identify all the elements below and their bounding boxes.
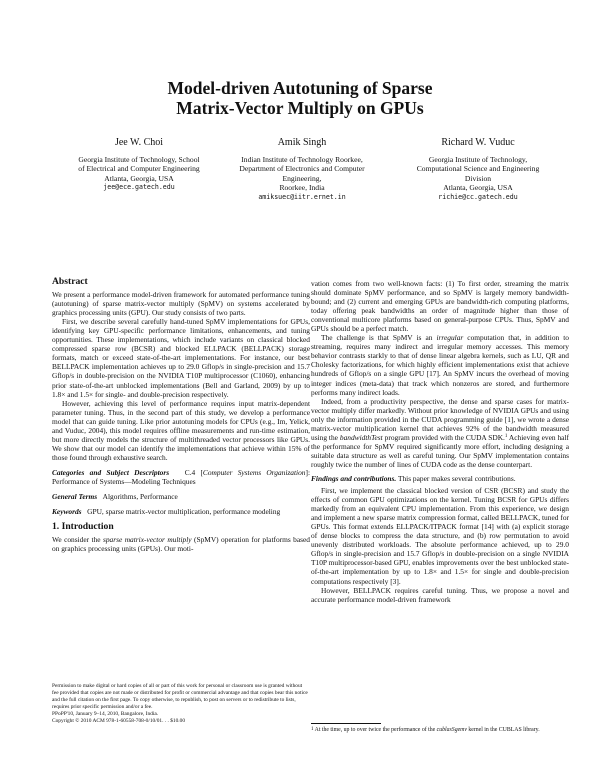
- paper-title: [0, 78, 600, 118]
- body-paragraph: First, we implement the classical blocked version of CSR (BCSR) and study the effects of common GPU optimizations on the kernel. Tuning BCSR for GPUs differs markedly from an equivalent CPU implementation. From this experience, we design and implement a new sparse matrix compression format, called BELLPACK, tuned for GPUs. This format extends ELLPACK/ITPACK format [14] with (a) explicit storage of dense blocks to compress the data structure, and (b) row permutation to avoid unevenly distributed workloads. The absolute performance achieved, up to 29.0 Gflop/s in single-precision and 15.7 Gflop/s in double-precision on a single NVIDIA T10P multiprocessor-based GPU, enables improvements over the best unblocked state-of-the-art implementation by up to 1.8× and 1.5× for single and double-precision computations respectively [3].: [311, 486, 569, 586]
- author-affiliation: Computational Science and Engineering: [416, 164, 540, 174]
- author-affiliation: Georgia Institute of Technology, School: [78, 155, 200, 164]
- findings-label: Findings and contributions.: [311, 473, 397, 483]
- body-text: Indeed, from a productivity perspective, the dense and sparse cases for matrix-vector multiply differ markedly. Without prior knowledge of NVIDIA GPUs and using only the information provided in the CUDA programming guide [1], we wrote a dense matrix-vector multiplication kernel that achieves 92% of the bandwidth measured using the: [311, 396, 569, 442]
- footnote-body: kernel in the CUBLAS library.: [466, 727, 540, 733]
- body-emphasis: irregular: [436, 333, 464, 343]
- keywords-label: Keywords: [52, 507, 82, 517]
- keywords-text: GPU, sparse matrix-vector multiplication, performance modeling: [87, 507, 281, 517]
- keywords: [52, 507, 310, 516]
- author-block-2: [222, 137, 382, 202]
- author-email: amiksuec@iitr.ernet.in: [258, 192, 346, 201]
- general-terms-label: General Terms: [52, 492, 98, 502]
- body-paragraph: However, BELLPACK requires careful tuning. Thus, we propose a novel and accurate performance model-driven framework: [311, 585, 569, 604]
- body-paragraph: [311, 397, 569, 469]
- copyright-line: Copyright © 2010 ACM 978-1-60558-708-0/10/01. . . $10.00: [52, 717, 186, 724]
- author-affiliation: Division: [464, 173, 492, 183]
- body-text: computation that, in addition to streaming, requires many indirect and irregular memory accesses. This memory behavior contrasts starkly to that of dense linear algebra kernels, such as LU, QR and Cholesky factorizations, for which highly efficient implementations exist that achieve hundreds of Gflop/s on a single GPU [17]. An SpMV incurs the overhead of moving integer indices (meta-data) that track which nonzeros are stored, and furthermore performs many indirect loads.: [311, 333, 569, 397]
- author-affiliation: of Electrical and Computer Engineering: [78, 164, 200, 174]
- permission-notice: [52, 683, 310, 724]
- footnote-rule: [311, 723, 381, 724]
- body-paragraph: [311, 333, 569, 396]
- author-block-3: [396, 137, 560, 202]
- categories-code: C.4 [: [184, 467, 203, 477]
- body-text: program provided with the CUDA SDK.: [382, 432, 505, 442]
- categories-italic: Computer Systems Organization: [202, 467, 306, 477]
- footnote: [311, 723, 569, 734]
- author-affiliation: Indian Institute of Technology Roorkee,: [241, 155, 363, 164]
- intro-paragraph: [52, 535, 310, 553]
- abstract-heading: Abstract: [52, 276, 88, 287]
- author-block-1: [54, 137, 224, 193]
- general-terms-text: Algorithms, Performance: [102, 492, 178, 502]
- author-affiliation: Georgia Institute of Technology,: [428, 155, 528, 164]
- author-name: Amik Singh: [277, 137, 327, 148]
- author-email: richie@cc.gatech.edu: [438, 192, 518, 201]
- categories-label: Categories and Subject Descriptors: [52, 467, 170, 477]
- findings-paragraph: [311, 474, 569, 483]
- author-affiliation: Department of Electronics and Computer: [239, 164, 365, 174]
- author-email: jee@ece.gatech.edu: [103, 183, 175, 192]
- footnote-text: [311, 727, 569, 734]
- intro-heading: 1. Introduction: [52, 521, 114, 533]
- right-column: [311, 279, 569, 604]
- author-affiliation: Atlanta, Georgia, USA: [443, 183, 513, 193]
- general-terms: [52, 492, 310, 501]
- categories-rest: ]: Performance of Systems—Modeling Techniques: [52, 467, 310, 486]
- author-affiliation: Engineering,: [282, 173, 322, 183]
- title-line-1: Model-driven Autotuning of Sparse: [167, 78, 433, 98]
- author-affiliation: Atlanta, Georgia, USA: [104, 173, 174, 183]
- categories-descriptors: [52, 468, 310, 486]
- footnote-body: At the time, up to over twice the performance of the: [313, 727, 437, 733]
- body-paragraph: vation comes from two well-known facts: (1) To first order, streaming the matrix should dominate SpMV performance, and so SpMV is largely memory bandwidth-bound; and (2) current and emerging GPUs are bandwidth-rich computing platforms, today offering peak bandwidths an order of magnitude higher than those of conventional multicore platforms based on general-purpose CPUs. Thus, SpMV and GPUs should be a perfect match.: [311, 279, 569, 334]
- abstract-paragraph: However, achieving this level of performance requires input matrix-dependent parameter tuning. Thus, in the second part of this study, we develop a performance model that can guide tuning. Like prior autotuning models for CPUs (e.g., Im, Yelick, and Vuduc, 2004), this model requires offline measurements and run-time estimation, but more directly models the structure of multithreaded vector processors like GPUs. We show that our model can identify the implementations that achieve within 15% of those found through exhaustive search.: [52, 398, 310, 462]
- body-text: Achieving even half the performance for SpMV required significantly more effort, including designing a suitable data structure as well as careful tuning. Our SpMV implementation contains roughly twice the number of lines of CUDA code as the dense counterpart.: [311, 432, 569, 469]
- footnote-emphasis: cublasSgemv: [436, 727, 467, 733]
- title-line-2: Matrix-Vector Multiply on GPUs: [176, 98, 424, 118]
- author-name: Richard W. Vuduc: [441, 137, 515, 148]
- intro-text: (SpMV) operation for platforms based on graphics processing units (GPUs). Our moti-: [52, 535, 310, 554]
- author-affiliation: Roorkee, India: [279, 183, 325, 193]
- author-name: Jee W. Choi: [114, 137, 164, 148]
- intro-emphasis: sparse matrix-vector multiply: [102, 535, 192, 545]
- venue-line: PPoPP'10, January 9–14, 2010, Bangalore, India.: [52, 710, 159, 717]
- footnote-mark: 1: [311, 727, 314, 732]
- body-text: The challenge is that SpMV is an: [321, 333, 437, 343]
- intro-text: We consider the: [52, 535, 103, 545]
- findings-text: This paper makes several contributions.: [396, 473, 516, 483]
- permission-text: Permission to make digital or hard copies of all or part of this work for personal or classroom use is granted without fee provided that copies are not made or distributed for profit or commercial advantage and that copies bear this notice and the full citation on the first page. To copy otherwise, to republish, to post on servers or to redistribute to lists, requires prior specific permission and/or a fee.: [52, 683, 308, 710]
- abstract-paragraph: We present a performance model-driven framework for automated performance tuning (autotuning) of sparse matrix-vector multiply (SpMV) on systems accelerated by graphics processing units (GPU). Our study consists of two parts.: [52, 290, 310, 318]
- footnote-ref: 1: [504, 433, 508, 439]
- abstract-paragraph: First, we describe several carefully hand-tuned SpMV implementations for GPUs, identifying key GPU-specific performance limitations, enhancements, and tuning opportunities. These implementations, which include variants on classical blocked compressed sparse row (BCSR) and blocked ELLPACK (BELLPACK) storage formats, match or exceed state-of-the-art implementations. For instance, our best BELLPACK implementation achieves up to 29.0 Gflop/s in single-precision and 15.7 Gflop/s in double-precision on the NVIDIA T10P multiprocessor (C1060), enhancing prior state-of-the-art unblocked implementations (Bell and Garland, 2009) by up to 1.8× and 1.5× for single- and double-precision respectively.: [52, 317, 310, 399]
- body-emphasis: bandwidthTest: [339, 432, 383, 442]
- left-column: [52, 277, 310, 553]
